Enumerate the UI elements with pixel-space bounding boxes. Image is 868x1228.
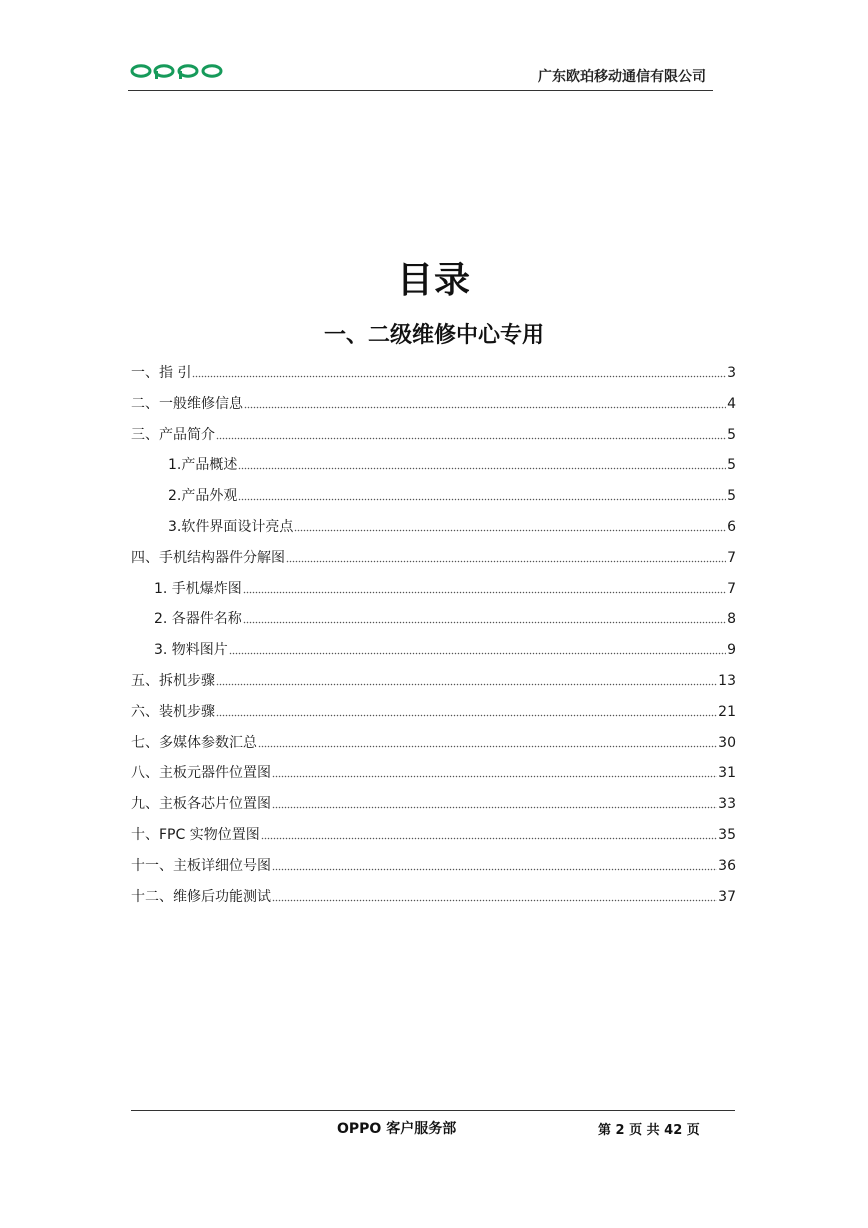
toc-page-number: 3 [727, 365, 736, 381]
toc-page-number: 5 [727, 426, 736, 443]
toc-label: 七、多媒体参数汇总 [131, 734, 257, 751]
toc-label: 一、指 引 [131, 365, 192, 381]
page-subtitle: 一、二级维修中心专用 [323, 323, 544, 348]
toc-entry[interactable] [131, 762, 736, 793]
toc-page-number: 7 [727, 549, 736, 566]
toc-label: 3.软件界面设计亮点 [168, 518, 294, 535]
toc-label: 五、拆机步骤 [131, 672, 215, 689]
toc-entry[interactable] [131, 886, 736, 917]
toc-label: 1. 手机爆炸图 [154, 580, 242, 597]
toc-leader [244, 401, 726, 409]
toc-label: 1.产品概述 [168, 457, 238, 474]
company-name: 广东欧珀移动通信有限公司 [538, 69, 706, 85]
toc-entry[interactable] [131, 547, 736, 578]
toc-page-number: 31 [718, 765, 736, 782]
toc-page-number: 9 [727, 642, 736, 659]
toc-label: 2.产品外观 [168, 488, 238, 505]
toc-subentry[interactable] [131, 608, 736, 639]
toc-subentry[interactable] [131, 516, 736, 547]
toc-label: 八、主板元器件位置图 [131, 765, 271, 782]
toc-page-number: 6 [727, 518, 736, 535]
footer-department: OPPO 客户服务部 [337, 1121, 457, 1137]
page-title: 目录 [396, 260, 471, 301]
toc-page-number: 35 [718, 826, 736, 843]
toc-page-number: 5 [727, 457, 736, 474]
toc-label: 3. 物料图片 [154, 642, 228, 659]
toc-leader [216, 432, 726, 440]
toc-page-number: 30 [718, 734, 736, 751]
toc-subentry[interactable] [131, 454, 736, 485]
toc-label: 九、主板各芯片位置图 [131, 796, 271, 813]
toc-leader [272, 894, 717, 902]
toc-page-number: 7 [727, 580, 736, 597]
toc-entry[interactable] [131, 855, 736, 886]
toc-leader [272, 770, 717, 778]
table-of-contents [131, 362, 736, 916]
toc-subentry[interactable] [131, 578, 736, 609]
toc-leader [243, 586, 726, 594]
toc-leader [216, 678, 717, 686]
toc-leader [238, 462, 726, 470]
toc-entry[interactable] [131, 393, 736, 424]
toc-leader [192, 370, 726, 378]
toc-page-number: 5 [727, 488, 736, 505]
toc-label: 二、一般维修信息 [131, 395, 243, 412]
toc-leader [243, 616, 726, 624]
toc-leader [261, 832, 717, 840]
footer-page-info: 第 2 页 共 42 页 [598, 1123, 700, 1138]
oppo-logo [130, 62, 224, 80]
header-divider [128, 90, 713, 91]
toc-page-number: 33 [718, 796, 736, 813]
toc-entry[interactable] [131, 824, 736, 855]
toc-entry[interactable] [131, 701, 736, 732]
toc-leader [294, 524, 726, 532]
toc-entry[interactable] [131, 670, 736, 701]
toc-label: 十一、主板详细位号图 [131, 857, 271, 874]
toc-leader [229, 647, 726, 655]
toc-page-number: 8 [727, 611, 736, 628]
toc-subentry[interactable] [131, 485, 736, 516]
toc-entry[interactable] [131, 362, 736, 393]
toc-label: 三、产品简介 [131, 426, 215, 443]
toc-page-number: 21 [718, 703, 736, 720]
toc-entry[interactable] [131, 732, 736, 763]
toc-page-number: 36 [718, 857, 736, 874]
toc-page-number: 4 [727, 395, 736, 412]
footer-divider [131, 1110, 735, 1111]
toc-subentry[interactable] [131, 639, 736, 670]
toc-page-number: 13 [718, 672, 736, 689]
toc-label: 十、FPC 实物位置图 [131, 826, 260, 843]
toc-leader [216, 709, 717, 717]
toc-leader [238, 493, 726, 501]
toc-label: 四、手机结构器件分解图 [131, 549, 285, 566]
toc-leader [286, 555, 726, 563]
toc-label: 2. 各器件名称 [154, 611, 242, 628]
toc-entry[interactable] [131, 424, 736, 455]
toc-entry[interactable] [131, 793, 736, 824]
toc-leader [272, 863, 717, 871]
toc-leader [258, 740, 717, 748]
toc-leader [272, 801, 717, 809]
toc-label: 十二、维修后功能测试 [131, 888, 271, 905]
toc-label: 六、装机步骤 [131, 703, 215, 720]
toc-page-number: 37 [718, 888, 736, 905]
